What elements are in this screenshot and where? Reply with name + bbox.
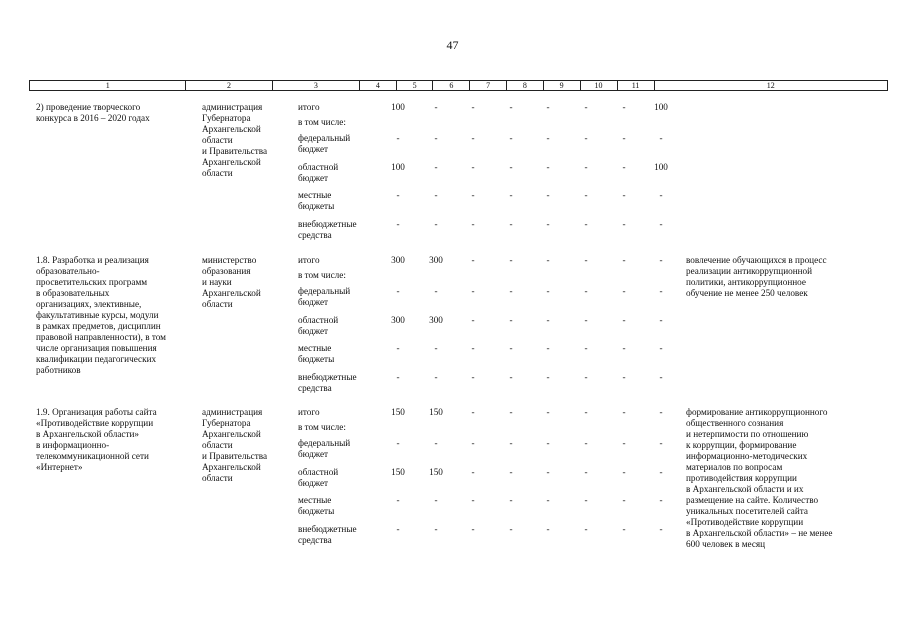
funding-value: - bbox=[659, 343, 663, 353]
funding-value: - bbox=[622, 190, 626, 200]
column-header-8: 8 bbox=[507, 81, 544, 91]
column-header-3: 3 bbox=[272, 81, 359, 91]
funding-value: - bbox=[546, 372, 550, 382]
funding-value: - bbox=[546, 495, 550, 505]
funding-value: - bbox=[396, 133, 400, 143]
funding-value: - bbox=[471, 286, 475, 296]
column-header-5: 5 bbox=[396, 81, 433, 91]
funding-value: - bbox=[471, 343, 475, 353]
funding-source-label: областной бюджет bbox=[298, 467, 339, 488]
funding-value: - bbox=[471, 467, 475, 477]
funding-value: - bbox=[622, 495, 626, 505]
funding-value: - bbox=[471, 133, 475, 143]
funding-value: - bbox=[509, 407, 513, 417]
funding-source-label: итого bbox=[298, 255, 320, 265]
column-header-2: 2 bbox=[186, 81, 272, 91]
funding-value: 300 bbox=[391, 255, 405, 265]
funding-value: - bbox=[509, 467, 513, 477]
funding-value: - bbox=[546, 438, 550, 448]
funding-value: - bbox=[471, 102, 475, 112]
funding-value: - bbox=[584, 438, 588, 448]
funding-value: - bbox=[509, 372, 513, 382]
page-number: 47 bbox=[446, 38, 459, 52]
funding-value: 150 bbox=[429, 407, 443, 417]
funding-value: - bbox=[471, 190, 475, 200]
funding-value: - bbox=[509, 102, 513, 112]
funding-value: - bbox=[396, 495, 400, 505]
funding-source-label: областной бюджет bbox=[298, 162, 339, 183]
funding-value: - bbox=[546, 190, 550, 200]
funding-value: - bbox=[659, 219, 663, 229]
funding-value: - bbox=[622, 524, 626, 534]
funding-value: - bbox=[546, 219, 550, 229]
funding-value: - bbox=[622, 162, 626, 172]
funding-value: - bbox=[659, 315, 663, 325]
funding-value: - bbox=[509, 524, 513, 534]
section-title: 1.9. Организация работы сайта «Противодействие коррупции в Архангельской области» в информационно- телекоммуникационной сети «Интернет» bbox=[36, 407, 157, 472]
funding-value: - bbox=[546, 343, 550, 353]
funding-value: - bbox=[622, 219, 626, 229]
funding-value: - bbox=[471, 219, 475, 229]
funding-value: - bbox=[584, 102, 588, 112]
funding-value: - bbox=[546, 524, 550, 534]
funding-value: - bbox=[396, 438, 400, 448]
funding-value: - bbox=[396, 286, 400, 296]
funding-value: - bbox=[659, 438, 663, 448]
funding-value: - bbox=[509, 219, 513, 229]
funding-value: - bbox=[434, 133, 438, 143]
funding-value: - bbox=[509, 190, 513, 200]
section-executor: администрация Губернатора Архангельской области и Правительства Архангельской области bbox=[202, 102, 268, 178]
funding-value: - bbox=[584, 286, 588, 296]
funding-value: - bbox=[622, 343, 626, 353]
funding-value: - bbox=[622, 467, 626, 477]
funding-value: - bbox=[622, 438, 626, 448]
funding-value: - bbox=[659, 286, 663, 296]
funding-value: 300 bbox=[429, 315, 443, 325]
funding-value: - bbox=[471, 372, 475, 382]
funding-value: - bbox=[584, 219, 588, 229]
column-header-1: 1 bbox=[30, 81, 186, 91]
funding-value: 150 bbox=[429, 467, 443, 477]
funding-source-label: итого bbox=[298, 102, 320, 112]
funding-value: - bbox=[584, 407, 588, 417]
funding-value: 100 bbox=[654, 162, 668, 172]
funding-value: - bbox=[471, 495, 475, 505]
funding-value: - bbox=[509, 343, 513, 353]
funding-value: 300 bbox=[429, 255, 443, 265]
funding-source-label: в том числе: bbox=[298, 422, 346, 432]
funding-value: - bbox=[509, 162, 513, 172]
funding-value: - bbox=[584, 255, 588, 265]
funding-source-label: внебюджетные средства bbox=[298, 524, 357, 545]
funding-value: - bbox=[471, 255, 475, 265]
funding-value: - bbox=[659, 524, 663, 534]
section-executor: администрация Губернатора Архангельской области и Правительства Архангельской области bbox=[202, 407, 268, 483]
funding-value: - bbox=[546, 162, 550, 172]
funding-source-label: в том числе: bbox=[298, 270, 346, 280]
funding-value: - bbox=[471, 524, 475, 534]
section-title: 1.8. Разработка и реализация образовательно- просветительских программ в образовательных организациях, элективные, факультативные курсы, модули в рамках предметов, дисциплин правовой направленности), в том числе организация повышения квалификации педагогических работников bbox=[36, 255, 166, 375]
funding-value: - bbox=[659, 495, 663, 505]
funding-value: - bbox=[659, 467, 663, 477]
funding-value: - bbox=[622, 372, 626, 382]
column-header-6: 6 bbox=[433, 81, 470, 91]
funding-value: - bbox=[434, 524, 438, 534]
funding-value: - bbox=[659, 190, 663, 200]
funding-value: - bbox=[622, 102, 626, 112]
funding-value: - bbox=[546, 255, 550, 265]
column-header-12: 12 bbox=[654, 81, 887, 91]
funding-value: - bbox=[584, 372, 588, 382]
funding-source-label: местные бюджеты bbox=[298, 343, 335, 364]
funding-value: - bbox=[434, 102, 438, 112]
column-header-10: 10 bbox=[580, 81, 617, 91]
funding-value: - bbox=[584, 133, 588, 143]
funding-value: - bbox=[659, 133, 663, 143]
column-header-9: 9 bbox=[543, 81, 580, 91]
funding-value: - bbox=[434, 219, 438, 229]
section-title: 2) проведение творческого конкурса в 2016 – 2020 годах bbox=[36, 102, 150, 123]
funding-source-label: внебюджетные средства bbox=[298, 219, 357, 240]
funding-value: - bbox=[546, 407, 550, 417]
funding-source-label: федеральный бюджет bbox=[298, 133, 351, 154]
funding-value: - bbox=[622, 315, 626, 325]
funding-value: - bbox=[471, 315, 475, 325]
funding-value: - bbox=[584, 495, 588, 505]
funding-value: - bbox=[434, 372, 438, 382]
funding-value: - bbox=[622, 255, 626, 265]
funding-value: 150 bbox=[391, 467, 405, 477]
funding-value: - bbox=[584, 162, 588, 172]
funding-value: 100 bbox=[391, 162, 405, 172]
funding-value: - bbox=[546, 467, 550, 477]
funding-value: - bbox=[546, 133, 550, 143]
funding-source-label: областной бюджет bbox=[298, 315, 339, 336]
funding-value: - bbox=[659, 255, 663, 265]
funding-source-label: в том числе: bbox=[298, 117, 346, 127]
funding-value: - bbox=[396, 372, 400, 382]
funding-value: - bbox=[434, 286, 438, 296]
column-header-11: 11 bbox=[617, 81, 654, 91]
funding-value: - bbox=[509, 438, 513, 448]
funding-value: - bbox=[584, 315, 588, 325]
funding-value: - bbox=[509, 286, 513, 296]
funding-value: - bbox=[622, 286, 626, 296]
funding-value: - bbox=[471, 438, 475, 448]
funding-value: - bbox=[584, 343, 588, 353]
funding-value: - bbox=[471, 162, 475, 172]
funding-value: - bbox=[434, 343, 438, 353]
funding-value: - bbox=[659, 372, 663, 382]
funding-value: - bbox=[584, 467, 588, 477]
funding-value: - bbox=[622, 133, 626, 143]
section-result: формирование антикоррупционного общественного сознания и нетерпимости по отношению к коррупции, формирование информационно-методических материалов по вопросам противодействия коррупции в Архангельской области и их размещение на сайте. Количество уникальных посетителей сайта «Противодействие коррупции в Архангельской области» – не менее 600 человек в месяц bbox=[686, 407, 833, 549]
funding-source-label: федеральный бюджет bbox=[298, 438, 351, 459]
funding-value: - bbox=[546, 315, 550, 325]
funding-value: 100 bbox=[391, 102, 405, 112]
funding-value: - bbox=[509, 495, 513, 505]
funding-value: 150 bbox=[391, 407, 405, 417]
funding-value: - bbox=[396, 524, 400, 534]
funding-source-label: итого bbox=[298, 407, 320, 417]
column-header-7: 7 bbox=[470, 81, 507, 91]
funding-value: - bbox=[434, 438, 438, 448]
funding-value: - bbox=[546, 286, 550, 296]
funding-value: - bbox=[434, 495, 438, 505]
funding-value: - bbox=[584, 190, 588, 200]
funding-value: - bbox=[509, 133, 513, 143]
section-executor: министерство образования и науки Архангельской области bbox=[202, 255, 261, 309]
funding-value: - bbox=[434, 190, 438, 200]
funding-value: - bbox=[396, 219, 400, 229]
funding-value: 100 bbox=[654, 102, 668, 112]
funding-value: - bbox=[396, 190, 400, 200]
column-header-4: 4 bbox=[359, 81, 396, 91]
funding-source-label: местные бюджеты bbox=[298, 190, 335, 211]
funding-source-label: внебюджетные средства bbox=[298, 372, 357, 393]
funding-value: - bbox=[509, 315, 513, 325]
section-result: вовлечение обучающихся в процесс реализации антикоррупционной политики, антикоррупционное обучение не менее 250 человек bbox=[686, 255, 827, 298]
funding-value: - bbox=[584, 524, 588, 534]
funding-value: - bbox=[509, 255, 513, 265]
column-header-row bbox=[29, 80, 888, 91]
funding-value: - bbox=[471, 407, 475, 417]
funding-value: - bbox=[659, 407, 663, 417]
funding-value: - bbox=[546, 102, 550, 112]
funding-value: 300 bbox=[391, 315, 405, 325]
funding-value: - bbox=[396, 343, 400, 353]
funding-value: - bbox=[622, 407, 626, 417]
funding-source-label: местные бюджеты bbox=[298, 495, 335, 516]
funding-source-label: федеральный бюджет bbox=[298, 286, 351, 307]
funding-value: - bbox=[434, 162, 438, 172]
